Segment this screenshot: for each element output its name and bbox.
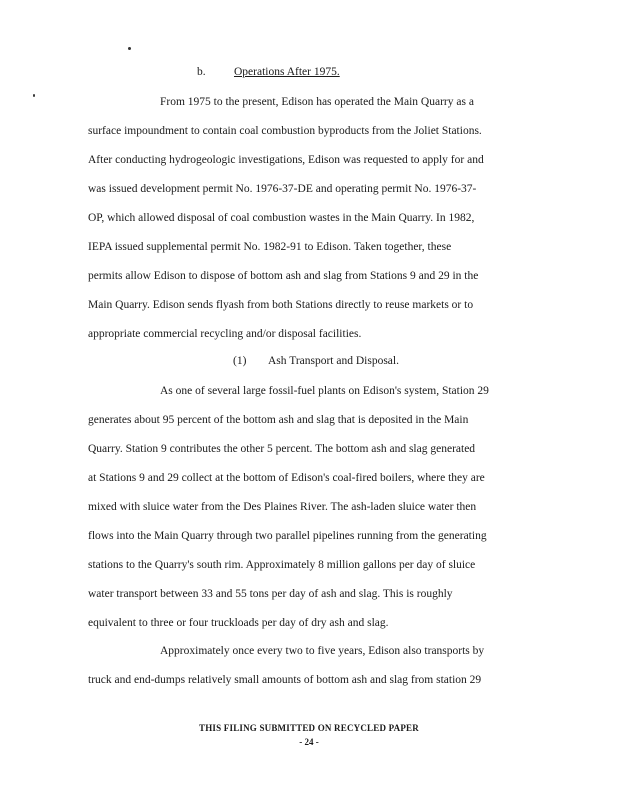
text-line: Quarry. Station 9 contributes the other 5 percent. The bottom ash and slag generated — [88, 443, 476, 455]
subsection-heading — [233, 355, 399, 367]
text-line: at Stations 9 and 29 collect at the bottom of Edison's coal-fired boilers, where they are — [88, 472, 485, 484]
text-line: OP, which allowed disposal of coal combustion wastes in the Main Quarry. In 1982, — [88, 212, 475, 224]
page-number: - 24 - — [299, 737, 319, 747]
text-line: surface impoundment to contain coal combustion byproducts from the Joliet Stations. — [88, 125, 482, 137]
text-line: flows into the Main Quarry through two parallel pipelines running from the generating — [88, 530, 487, 542]
subsection-title: Ash Transport and Disposal. — [268, 355, 399, 367]
section-heading — [197, 66, 340, 78]
text-line: truck and end-dumps relatively small amounts of bottom ash and slag from station 29 — [88, 674, 482, 686]
text-line: After conducting hydrogeologic investigations, Edison was requested to apply for and — [88, 154, 484, 166]
text-line: stations to the Quarry's south rim. Approximately 8 million gallons per day of sluice — [88, 559, 476, 571]
text-line: permits allow Edison to dispose of bottom ash and slag from Stations 9 and 29 in the — [88, 270, 479, 282]
text-line: Approximately once every two to five years, Edison also transports by — [160, 645, 485, 657]
text-line: As one of several large fossil-fuel plants on Edison's system, Station 29 — [160, 385, 489, 397]
scan-speck — [128, 47, 131, 50]
text-line: equivalent to three or four truckloads per day of dry ash and slag. — [88, 617, 389, 629]
text-line: was issued development permit No. 1976-37-DE and operating permit No. 1976-37- — [88, 183, 477, 195]
scan-speck — [33, 94, 35, 97]
subsection-label: (1) — [233, 355, 247, 367]
section-title: Operations After 1975. — [234, 66, 340, 78]
text-line: IEPA issued supplemental permit No. 1982-91 to Edison. Taken together, these — [88, 241, 452, 253]
text-line: water transport between 33 and 55 tons per day of ash and slag. This is roughly — [88, 588, 453, 600]
recycled-paper-notice: THIS FILING SUBMITTED ON RECYCLED PAPER — [199, 723, 419, 733]
text-line: mixed with sluice water from the Des Plaines River. The ash-laden sluice water then — [88, 501, 477, 513]
section-label: b. — [197, 66, 206, 78]
text-line: From 1975 to the present, Edison has operated the Main Quarry as a — [160, 96, 474, 108]
text-line: Main Quarry. Edison sends flyash from both Stations directly to reuse markets or to — [88, 299, 474, 311]
text-line: generates about 95 percent of the bottom ash and slag that is deposited in the Main — [88, 414, 469, 426]
text-line: appropriate commercial recycling and/or disposal facilities. — [88, 328, 362, 340]
